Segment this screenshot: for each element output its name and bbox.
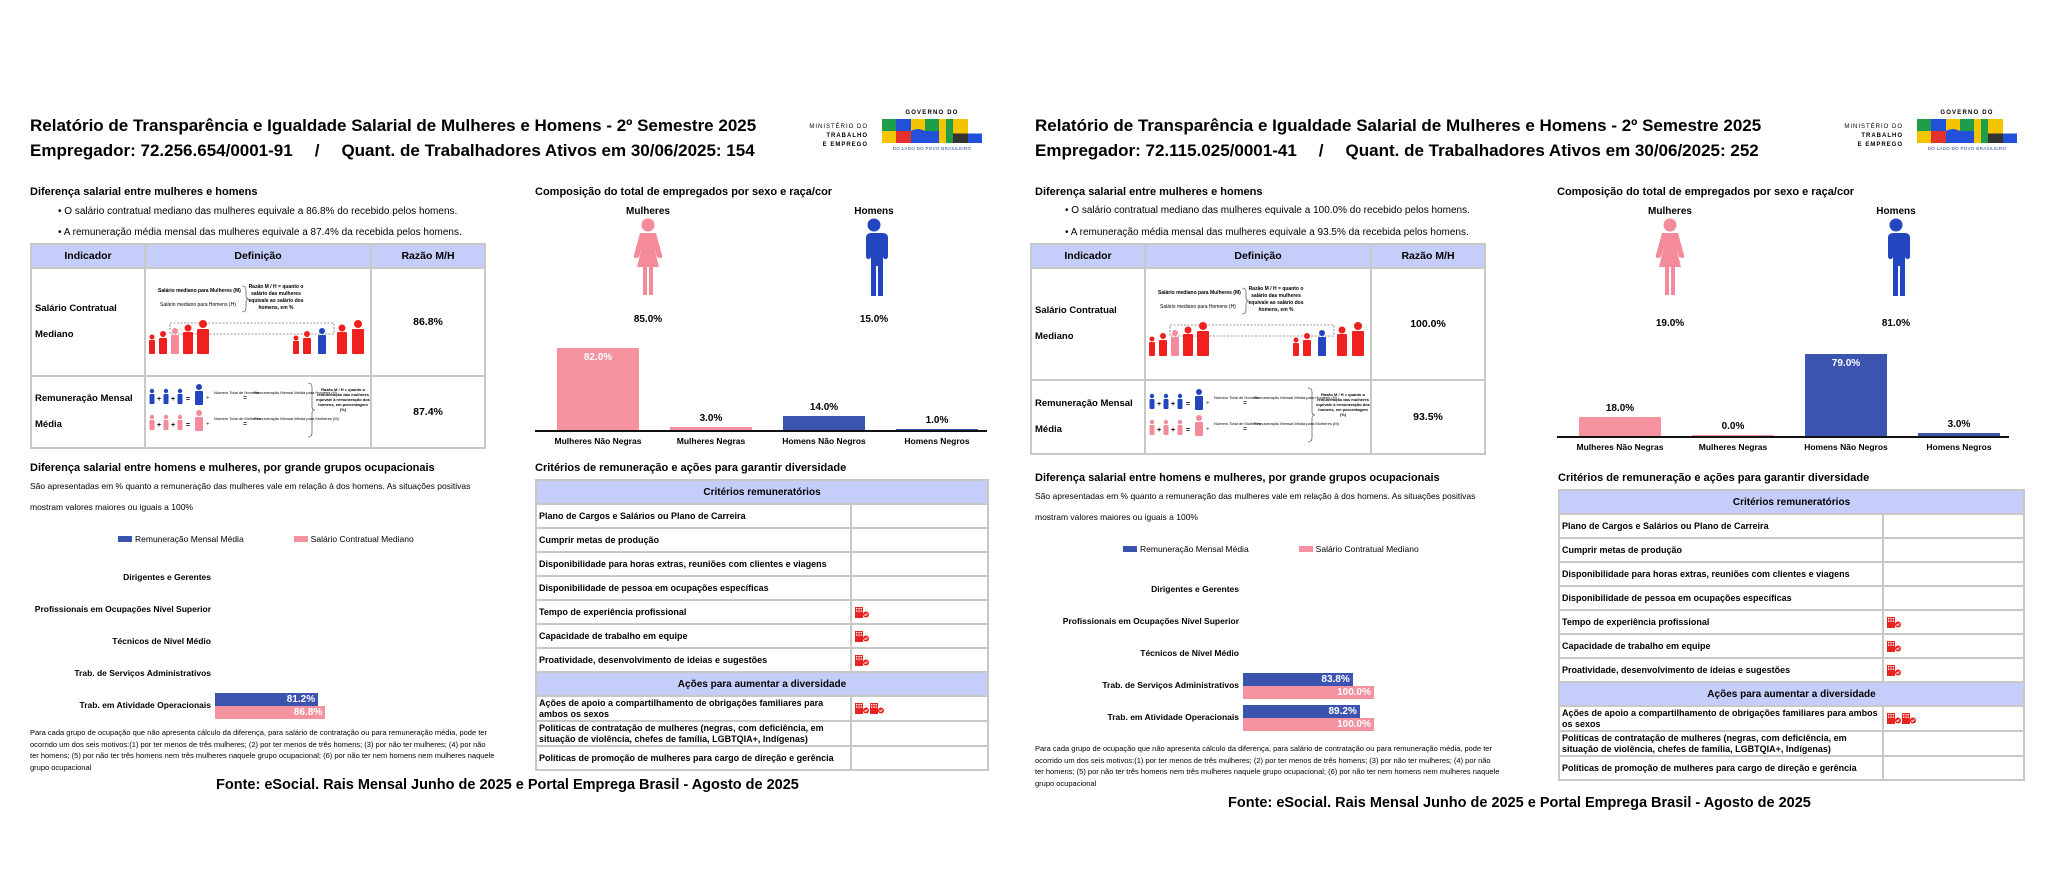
occupation-label: Trab. de Serviços Administrativos (74, 668, 211, 678)
criteria-mark (1883, 610, 2024, 634)
criteria-mark (851, 648, 988, 672)
action-row (1559, 706, 2024, 731)
occupation-bar: 100.0% (1243, 718, 1374, 731)
table-row-median-salary (31, 268, 485, 376)
criteria-label: Capacidade de trabalho em equipe (536, 624, 851, 648)
occupation-label: Trab. de Serviços Administrativos (1102, 680, 1239, 690)
svg-text:Razão M / H = quanto o: Razão M / H = quanto o (1248, 286, 1304, 292)
occupation-row (1025, 671, 1239, 703)
building-check-icon (1887, 713, 1901, 724)
median-salary-diagram-icon (146, 272, 370, 372)
svg-text:+: + (1171, 427, 1176, 434)
building-check-icon (855, 655, 869, 666)
logo-tagline: DO LADO DO POVO BRASILEIRO (1927, 146, 2007, 151)
criteria-label: Plano de Cargos e Salários ou Plano de Carreira (536, 504, 851, 528)
criteria-heading: Critérios de remuneração e ações para garantir diversidade (1558, 472, 1870, 484)
composition-bar (783, 416, 865, 430)
svg-text:+: + (1157, 401, 1162, 408)
woman-figure-icon (1650, 218, 1690, 298)
criteria-label: Disponibilidade de pessoa em ocupações específicas (1559, 586, 1883, 610)
occupation-row (1025, 703, 1239, 735)
col-ratio: Razão M/H (371, 244, 485, 268)
svg-text:÷: ÷ (1206, 401, 1210, 407)
svg-text:salário das mulheres: salário das mulheres (1251, 293, 1301, 299)
woman-figure-icon (628, 218, 668, 298)
svg-text:Remuneração Mensal Média para: Remuneração Mensal Média para Mulheres (M) (1254, 421, 1339, 426)
avg-remuneration-bullet: • A remuneração média mensal das mulheres equivale a 93.5% da recebida pelos homens. (1065, 227, 1469, 238)
criteria-label: Plano de Cargos e Salários ou Plano de Carreira (1559, 514, 1883, 538)
action-mark (851, 696, 988, 721)
occupation-label: Profissionais em Ocupações Nível Superior (34, 604, 211, 614)
occupation-label: Profissionais em Ocupações Nível Superior (1062, 616, 1239, 626)
ministry-label (1835, 123, 1903, 150)
action-mark (1883, 756, 2024, 780)
criteria-table (1558, 489, 2025, 781)
criteria-mark (1883, 514, 2024, 538)
ratio-value-avg-remuneration: 93.5% (1371, 380, 1485, 454)
separator: / (1318, 141, 1324, 160)
ministry-line2: TRABALHO (1861, 133, 1903, 139)
occupation-label: Técnicos de Nível Médio (1140, 648, 1239, 658)
composition-bar-category: Mulheres Não Negras (554, 436, 642, 446)
composition-bar-value: 14.0% (809, 402, 839, 413)
active-workers: Quant. de Trabalhadores Ativos em 30/06/2025: 154 (341, 141, 755, 160)
composition-heading: Composição do total de empregados por sexo e raça/cor (1557, 186, 1855, 198)
indicator-label-line1: Remuneração Mensal (35, 393, 133, 404)
svg-text:Salário mediano para Mulheres: Salário mediano para Mulheres (M) (1158, 290, 1241, 296)
action-mark (851, 746, 988, 770)
criteria-row (536, 648, 988, 672)
criteria-row (1559, 586, 2024, 610)
composition-bar-category: Mulheres Não Negras (1576, 442, 1664, 452)
indicator-label: Salário Contratual Mediano (31, 268, 145, 376)
legend-label: Remuneração Mensal Média (135, 534, 244, 544)
criteria-row (536, 504, 988, 528)
legend-item-avg-remuneration (118, 534, 244, 544)
employer-line (1035, 139, 1761, 163)
indicator-label (1031, 380, 1145, 454)
criteria-row (1559, 610, 2024, 634)
composition-bar-category: Homens Negros (1926, 442, 1992, 452)
men-percentage: 81.0% (1881, 318, 1911, 329)
criteria-row (536, 552, 988, 576)
occupation-row (0, 595, 211, 627)
criteria-row (536, 576, 988, 600)
svg-text:+: + (1157, 427, 1162, 434)
median-salary-diagram-icon (1146, 274, 1370, 374)
salary-gap-heading: Diferença salarial entre mulheres e homens (30, 186, 258, 198)
indicator-label: Salário Contratual Mediano (1031, 268, 1145, 380)
svg-text:Número Total de Homens: Número Total de Homens (1214, 395, 1260, 400)
action-label: Políticas de contratação de mulheres (negras, com deficiência, em situação de violência, chefes de família, LGBTQIA+, Indígenas) (536, 721, 851, 746)
ministry-line3: E EMPREGO (1857, 142, 1903, 148)
source-footer: Fonte: eSocial. Rais Mensal Junho de 2025 e Portal Emprega Brasil - Agosto de 2025 (216, 777, 799, 793)
composition-bar-value: 1.0% (925, 414, 949, 426)
legend-label: Salário Contratual Mediano (310, 534, 414, 544)
criteria-label: Tempo de experiência profissional (536, 600, 851, 624)
indicator-label-line2: Média (1035, 424, 1062, 435)
actions-section-title: Ações para aumentar a diversidade (536, 672, 988, 696)
definition-avg-remuneration (1145, 380, 1371, 454)
women-percentage: 19.0% (1655, 318, 1685, 329)
action-label: Políticas de promoção de mulheres para cargo de direção e gerência (1559, 756, 1883, 780)
action-row (536, 696, 988, 721)
building-check-icon (855, 631, 869, 642)
svg-text:=: = (186, 422, 191, 429)
ratio-value-median-salary: 86.8% (371, 268, 485, 376)
composition-heading: Composição do total de empregados por sexo e raça/cor (535, 186, 833, 198)
occupation-label: Trab. em Atividade Operacionais (79, 700, 211, 710)
svg-text:=: = (1243, 426, 1248, 433)
legend-swatch-pink (294, 536, 308, 542)
svg-text:homens, em %: homens, em % (1258, 307, 1294, 313)
definition-median-salary (1145, 268, 1371, 380)
ministry-line1: MINISTÉRIO DO (809, 124, 868, 130)
criteria-section-header (1559, 490, 2024, 514)
col-indicator: Indicador (31, 244, 145, 268)
occupation-label: Trab. em Atividade Operacionais (1107, 712, 1239, 722)
definition-avg-remuneration (145, 376, 371, 448)
action-label: Políticas de contratação de mulheres (negras, com deficiência, em situação de violência, chefes de família, LGBTQIA+, Indígenas) (1559, 731, 1883, 756)
occupation-chart-legend (1123, 544, 1419, 554)
occupation-row (0, 627, 211, 659)
svg-text:Número Total de Homens: Número Total de Homens (214, 390, 260, 395)
occupation-description-line2: mostram valores maiores ou iguais a 100% (30, 502, 193, 512)
building-check-icon (870, 703, 884, 714)
table-row-avg-remuneration (1031, 380, 1485, 454)
legend-swatch-pink (1299, 546, 1313, 552)
indicator-table (30, 243, 486, 449)
svg-text:equivale ao salário dos: equivale ao salário dos (248, 298, 304, 304)
building-check-icon (1902, 713, 1916, 724)
report-header (30, 114, 756, 163)
svg-text:÷: ÷ (1206, 427, 1210, 433)
government-logo (800, 110, 990, 160)
median-salary-bullet: • O salário contratual mediano das mulheres equivale a 86.8% do recebido pelos homens. (58, 206, 458, 217)
col-definition: Definição (1145, 244, 1371, 268)
svg-text:=: = (186, 396, 191, 403)
men-label: Homens (854, 206, 894, 217)
col-ratio: Razão M/H (1371, 244, 1485, 268)
logo-tagline: DO LADO DO POVO BRASILEIRO (892, 146, 972, 151)
criteria-mark (1883, 658, 2024, 682)
criteria-label: Cumprir metas de produção (1559, 538, 1883, 562)
composition-bar-category: Homens Não Negros (782, 436, 866, 446)
occupation-description-line1: São apresentadas em % quanto a remuneração das mulheres vale em relação à dos homens. As situações positivas (1035, 491, 1476, 501)
ministry-label (800, 123, 868, 150)
criteria-mark (1883, 586, 2024, 610)
salary-gap-heading: Diferença salarial entre mulheres e homens (1035, 186, 1263, 198)
legend-label: Remuneração Mensal Média (1140, 544, 1249, 554)
chart-axis-line (1557, 436, 2009, 438)
criteria-row (536, 600, 988, 624)
occupation-row (0, 691, 211, 723)
composition-bar-category: Mulheres Negras (676, 436, 746, 446)
building-check-icon (855, 607, 869, 618)
report-title: Relatório de Transparência e Igualdade Salarial de Mulheres e Homens - 2º Semestre 2025 (1035, 116, 1762, 135)
criteria-mark (851, 552, 988, 576)
criteria-label: Cumprir metas de produção (536, 528, 851, 552)
occupation-footnote: Para cada grupo de ocupação que não apresenta cálculo da diferença, para salário de contratação ou para remuneração média, pode ter ocorrido um dos seis motivos:(1) por ter menos de três mulheres; (2) por ter menos de três homens; (3) por não ter mulheres; (4) por não ter homens; (5) por não ter três homens nem três mulheres naquele grupo ocupacional; (6) por não ter nem homens nem mulheres naquele grupo ocupacional (1035, 744, 1500, 788)
composition-bar-category: Homens Negros (904, 436, 970, 446)
source-footer: Fonte: eSocial. Rais Mensal Junho de 2025 e Portal Emprega Brasil - Agosto de 2025 (1228, 795, 1811, 811)
composition-bar-value: 3.0% (1947, 418, 1971, 430)
col-definition: Definição (145, 244, 371, 268)
composition-bar-value: 79.0% (1831, 358, 1861, 369)
man-figure-icon (854, 218, 894, 298)
occupation-row (1025, 639, 1239, 671)
criteria-label: Disponibilidade para horas extras, reuniões com clientes e viagens (536, 552, 851, 576)
svg-text:=: = (1186, 401, 1191, 408)
report-panel-left (0, 0, 1000, 896)
svg-text:Remuneração Mensal Média para: Remuneração Mensal Média para Homens (H) (1254, 395, 1337, 400)
building-check-icon (855, 703, 869, 714)
occupation-bar: 81.2% (215, 693, 318, 706)
occupation-label: Técnicos de Nível Médio (112, 636, 211, 646)
occupation-row (0, 563, 211, 595)
occupation-description (30, 476, 500, 518)
occupation-label: Dirigentes e Gerentes (1151, 584, 1239, 594)
legend-swatch-blue (118, 536, 132, 542)
action-mark (1883, 706, 2024, 731)
svg-text:salário das mulheres: salário das mulheres (251, 291, 301, 297)
criteria-section-title: Critérios remuneratórios (1559, 490, 2024, 514)
table-row-median-salary (1031, 268, 1485, 380)
criteria-mark (1883, 634, 2024, 658)
report-title: Relatório de Transparência e Igualdade Salarial de Mulheres e Homens - 2º Semestre 2025 (30, 116, 757, 135)
occupation-chart-legend (118, 534, 414, 544)
ratio-value-avg-remuneration: 87.4% (371, 376, 485, 448)
criteria-row (1559, 562, 2024, 586)
legend-swatch-blue (1123, 546, 1137, 552)
svg-text:Número Total de Mulheres: Número Total de Mulheres (214, 416, 261, 421)
building-check-icon (1887, 665, 1901, 676)
svg-text:+: + (157, 396, 162, 403)
criteria-mark (851, 576, 988, 600)
legend-item-avg-remuneration (1123, 544, 1249, 554)
action-mark (851, 721, 988, 746)
criteria-label: Proatividade, desenvolvimento de ideias e sugestões (536, 648, 851, 672)
criteria-row (536, 528, 988, 552)
actions-section-header (1559, 682, 2024, 706)
indicator-table (1030, 243, 1486, 455)
action-row (536, 746, 988, 770)
brasil-wordmark-icon (1917, 119, 2017, 143)
women-label: Mulheres (1648, 206, 1692, 217)
occupation-row (1025, 575, 1239, 607)
occupation-gap-heading: Diferença salarial entre homens e mulheres, por grande grupos ocupacionais (1035, 472, 1440, 484)
svg-text:Razão M / H = quanto o: Razão M / H = quanto o (248, 284, 304, 290)
brasil-logo (1917, 110, 2017, 160)
criteria-row (1559, 634, 2024, 658)
svg-text:homens, em %: homens, em % (258, 305, 294, 311)
occupation-row (1025, 607, 1239, 639)
report-panel-right (1025, 0, 2025, 896)
criteria-mark (851, 624, 988, 648)
svg-text:+: + (171, 396, 176, 403)
criteria-mark (851, 600, 988, 624)
criteria-label: Disponibilidade de pessoa em ocupações específicas (536, 576, 851, 600)
svg-text:Número Total de Mulheres: Número Total de Mulheres (1214, 421, 1261, 426)
svg-text:÷: ÷ (206, 396, 210, 402)
svg-text:=: = (243, 421, 248, 428)
criteria-label: Tempo de experiência profissional (1559, 610, 1883, 634)
indicator-label-line1: Remuneração Mensal (1035, 398, 1133, 409)
indicator-label-line2: Média (35, 419, 62, 430)
svg-text:Remuneração Mensal Média para: Remuneração Mensal Média para Mulheres (M) (254, 416, 339, 421)
actions-section-header (536, 672, 988, 696)
svg-text:=: = (1186, 427, 1191, 434)
median-salary-bullet: • O salário contratual mediano das mulheres equivale a 100.0% do recebido pelos homens. (1065, 205, 1470, 216)
occupation-description-line2: mostram valores maiores ou iguais a 100% (1035, 512, 1198, 522)
criteria-row (1559, 658, 2024, 682)
criteria-label: Disponibilidade para horas extras, reuniões com clientes e viagens (1559, 562, 1883, 586)
action-row (536, 721, 988, 746)
col-indicator: Indicador (1031, 244, 1145, 268)
criteria-row (536, 624, 988, 648)
svg-text:+: + (157, 422, 162, 429)
avg-remuneration-diagram-icon: + + = + + = ÷÷ Número Total de Homens Número Total de Mulheres == Remuneração Mensal Média para Homens (H) Remuneração Mensal Média para Mulheres (M) Razão M / H = quanto a remuneração das mulheres equivale à remuneração dos homens, em porcentagem (%) (1146, 384, 1370, 450)
criteria-mark (1883, 562, 2024, 586)
criteria-row (1559, 538, 2024, 562)
separator: / (314, 141, 320, 160)
brasil-logo (882, 110, 982, 160)
avg-remuneration-diagram-icon: + + = + + = ÷÷ Número Total de Homens Número Total de Mulheres == Remuneração Mensal Média para Homens (H) Remuneração Mensal Média para Mulheres (M) Razão M / H = quanto a remuneração das mulheres equivale à remuneração dos homens, em porcentagem (%) (146, 379, 370, 445)
employer-id: Empregador: 72.256.654/0001-91 (30, 141, 293, 160)
occupation-description-line1: São apresentadas em % quanto a remuneração das mulheres vale em relação à dos homens. As situações positivas (30, 481, 471, 491)
legend-label: Salário Contratual Mediano (1315, 544, 1419, 554)
building-check-icon (1887, 617, 1901, 628)
ratio-value-median-salary: 100.0% (1371, 268, 1485, 380)
action-row (1559, 756, 2024, 780)
employer-line (30, 139, 756, 163)
action-label: Ações de apoio a compartilhamento de obrigações familiares para ambos os sexos (536, 696, 851, 721)
composition-bar-value: 0.0% (1721, 420, 1745, 432)
actions-section-title: Ações para aumentar a diversidade (1559, 682, 2024, 706)
report-header (1035, 114, 1761, 163)
men-label: Homens (1876, 206, 1916, 217)
composition-bar-value: 82.0% (583, 352, 613, 363)
women-percentage: 85.0% (633, 314, 663, 325)
occupation-bar: 89.2% (1243, 705, 1360, 718)
composition-bar-value: 3.0% (699, 413, 723, 424)
government-logo (1835, 110, 2025, 160)
svg-text:Salário mediano para Homens (H: Salário mediano para Homens (H) (160, 302, 236, 308)
composition-bar-category: Homens Não Negros (1804, 442, 1888, 452)
employer-id: Empregador: 72.115.025/0001-41 (1035, 141, 1297, 160)
criteria-label: Capacidade de trabalho em equipe (1559, 634, 1883, 658)
occupation-bar: 83.8% (1243, 673, 1353, 686)
svg-text:÷: ÷ (206, 422, 210, 428)
definition-median-salary (145, 268, 371, 376)
occupation-bar: 86.8% (215, 706, 325, 719)
action-row (1559, 731, 2024, 756)
man-figure-icon (1876, 218, 1916, 298)
criteria-row (1559, 514, 2024, 538)
active-workers: Quant. de Trabalhadores Ativos em 30/06/2025: 252 (1345, 141, 1759, 160)
criteria-section-header (536, 480, 988, 504)
ministry-line3: E EMPREGO (822, 142, 868, 148)
occupation-bar: 100.0% (1243, 686, 1374, 699)
gov-label: GOVERNO DO (1940, 110, 1994, 116)
criteria-mark (851, 504, 988, 528)
criteria-heading: Critérios de remuneração e ações para garantir diversidade (535, 462, 847, 474)
building-check-icon (1887, 641, 1901, 652)
criteria-table (535, 479, 989, 771)
table-row-avg-remuneration (31, 376, 485, 448)
action-mark (1883, 731, 2024, 756)
ministry-line1: MINISTÉRIO DO (1844, 124, 1903, 130)
occupation-row (0, 659, 211, 691)
gov-label: GOVERNO DO (905, 110, 959, 116)
men-percentage: 15.0% (859, 314, 889, 325)
women-label: Mulheres (626, 206, 670, 217)
svg-text:+: + (1171, 401, 1176, 408)
ministry-line2: TRABALHO (826, 133, 868, 139)
occupation-gap-heading: Diferença salarial entre homens e mulheres, por grande grupos ocupacionais (30, 462, 435, 474)
svg-text:Salário mediano para Homens (H: Salário mediano para Homens (H) (1160, 304, 1236, 310)
criteria-mark (851, 528, 988, 552)
svg-text:Salário mediano para Mulheres: Salário mediano para Mulheres (M) (158, 288, 241, 294)
brasil-wordmark-icon (882, 119, 982, 143)
avg-remuneration-bullet: • A remuneração média mensal das mulheres equivale a 87.4% da recebida pelos homens. (58, 227, 462, 238)
criteria-label: Proatividade, desenvolvimento de ideias e sugestões (1559, 658, 1883, 682)
chart-axis-line (535, 430, 987, 432)
svg-text:=: = (1243, 400, 1248, 407)
occupation-description (1035, 486, 1505, 528)
svg-text:=: = (243, 395, 248, 402)
svg-text:equivale ao salário dos: equivale ao salário dos (1248, 300, 1304, 306)
svg-text:+: + (171, 422, 176, 429)
legend-item-median-salary (1299, 544, 1419, 554)
occupation-label: Dirigentes e Gerentes (123, 572, 211, 582)
indicator-label (31, 376, 145, 448)
criteria-section-title: Critérios remuneratórios (536, 480, 988, 504)
legend-item-median-salary (294, 534, 414, 544)
composition-bar (1579, 417, 1661, 436)
occupation-footnote: Para cada grupo de ocupação que não apresenta cálculo da diferença, para salário de contratação ou para remuneração média, pode ter ocorrido um dos seis motivos:(1) por ter menos de três mulheres; (2) por ter menos de três homens; (3) por não ter mulheres; (4) por não ter homens; (5) por não ter três homens nem três mulheres naquele grupo ocupacional; (6) por não ter nem homens nem mulheres naquele grupo ocupacional (30, 728, 495, 772)
composition-bar-category: Mulheres Negras (1698, 442, 1768, 452)
criteria-mark (1883, 538, 2024, 562)
composition-bar-value: 18.0% (1605, 403, 1635, 415)
svg-text:Remuneração Mensal Média para: Remuneração Mensal Média para Homens (H) (254, 390, 337, 395)
action-label: Políticas de promoção de mulheres para cargo de direção e gerência (536, 746, 851, 770)
action-label: Ações de apoio a compartilhamento de obrigações familiares para ambos os sexos (1559, 706, 1883, 731)
